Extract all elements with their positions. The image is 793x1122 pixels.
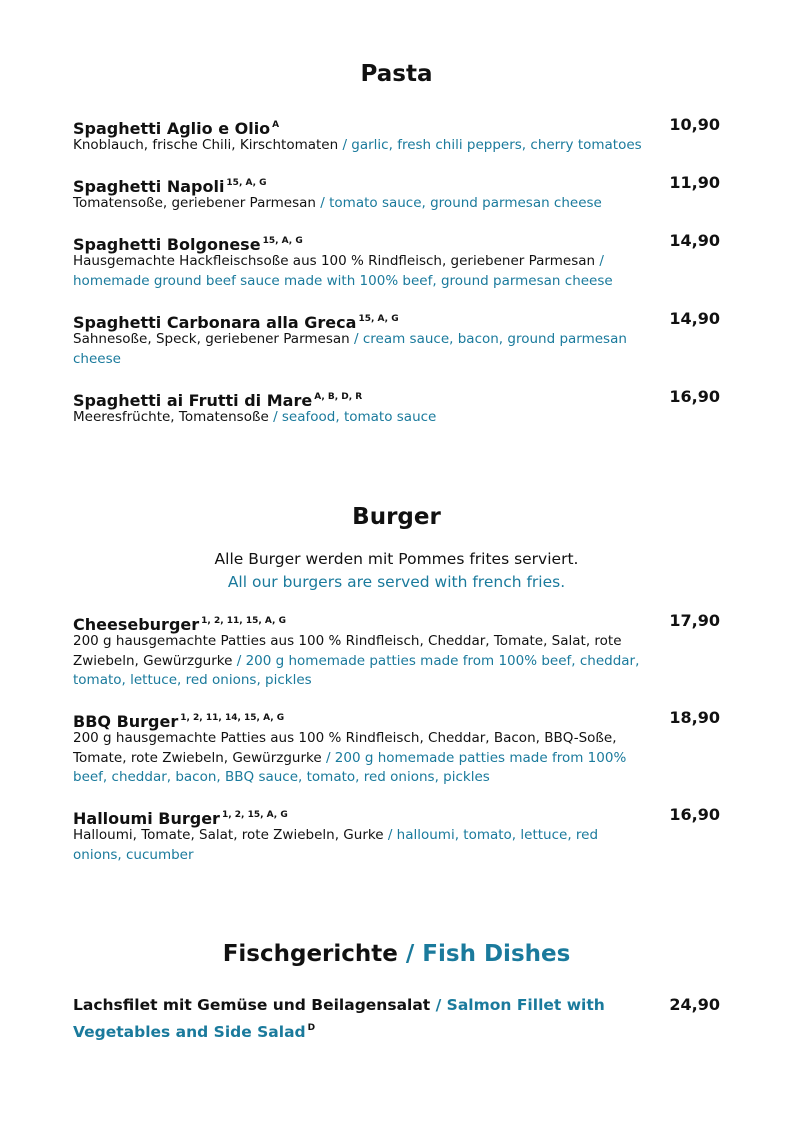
allergen-codes: D [307,1023,316,1033]
item-name: Spaghetti Bolgonese $^{15, A, G}$ [73,235,303,254]
item-price: 17,90 [669,611,720,630]
item-name: Cheeseburger $^{1, 2, 11, 15, A, G}$ [73,615,286,634]
item-description: 200 g hausgemachte Patties aus 100 % Rindfleisch, Cheddar, Bacon, BBQ-Soße, Tomate, rote Zwiebeln, Gewürzgurke / 200 g homemade patties made from 100% beef, cheddar, bacon, BBQ sauce, tomato, red onions, pickles [73,730,627,785]
menu-item-spaghetti-aglio-e-olio [73,114,723,156]
item-description: 200 g hausgemachte Patties aus 100 % Rindfleisch, Cheddar, Tomate, Salat, rote Zwiebeln, Gewürzgurke / 200 g homemade patties made from 100% beef, cheddar, tomato, lettuce, red onions, pickles [73,633,640,688]
item-price: 24,90 [669,995,720,1014]
menu-item-bbq-burger [73,707,723,788]
item-price: 11,90 [669,173,720,192]
allergen-codes: 15, A, G [262,236,303,246]
menu-item-spaghetti-napoli [73,172,723,214]
menu-item-spaghetti-carbonara [73,308,723,369]
item-description: Halloumi, Tomate, Salat, rote Zwiebeln, Gurke / halloumi, tomato, lettuce, red onions, cucumber [73,827,599,863]
menu-item-halloumi-burger [73,804,723,865]
item-name: BBQ Burger $^{1, 2, 11, 14, 15, A, G}$ [73,712,285,731]
item-name: Spaghetti Aglio e Olio $^A$ [73,119,280,138]
item-description: Tomatensoße, geriebener Parmesan / tomato sauce, ground parmesan cheese [73,195,602,211]
burger-intro-de: Alle Burger werden mit Pommes frites serviert. [214,550,579,568]
item-description: Sahnesoße, Speck, geriebener Parmesan / cream sauce, bacon, ground parmesan cheese [73,331,627,367]
item-name: Halloumi Burger $^{1, 2, 15, A, G}$ [73,809,288,828]
item-name: Spaghetti Napoli $^{15, A, G}$ [73,177,267,196]
pasta-section-title: Pasta [360,61,433,87]
menu-item-lachsfilet [73,994,723,1044]
item-price: 18,90 [669,708,720,727]
item-price: 16,90 [669,387,720,406]
item-price: 16,90 [669,805,720,824]
allergen-codes: 15, A, G [358,314,399,324]
menu-item-spaghetti-frutti-di-mare [73,386,723,428]
allergen-codes: A, B, D, R [314,392,363,402]
menu-item-spaghetti-bolgonese [73,230,723,291]
allergen-codes: A [272,120,280,130]
menu-item-cheeseburger [73,610,723,691]
item-price: 10,90 [669,115,720,134]
item-name: Spaghetti Carbonara alla Greca $^{15, A, G}$ [73,313,399,332]
item-price: 14,90 [669,231,720,250]
allergen-codes: 1, 2, 15, A, G [221,810,288,820]
burger-section-title: Burger [352,504,441,530]
allergen-codes: 1, 2, 11, 14, 15, A, G [180,713,285,723]
item-name: Spaghetti ai Frutti di Mare $^{A, B, D, R}$ [73,391,363,410]
item-description: Knoblauch, frische Chili, Kirschtomaten / garlic, fresh chili peppers, cherry tomatoes [73,137,642,153]
item-description: Hausgemachte Hackfleischsoße aus 100 % Rindfleisch, geriebener Parmesan / homemade ground beef sauce made with 100% beef, ground parmesan cheese [73,253,613,289]
fish-section-title: Fischgerichte / Fish Dishes [222,941,571,967]
allergen-codes: 1, 2, 11, 15, A, G [201,616,286,626]
item-name: Lachsfilet mit Gemüse und Beilagensalat / Salmon Fillet with Vegetables and Side Salad $^D$ [73,996,605,1041]
allergen-codes: 15, A, G [226,178,267,188]
item-description: Meeresfrüchte, Tomatensoße / seafood, tomato sauce [73,409,437,425]
burger-intro-en: All our burgers are served with french fries. [227,573,566,591]
item-price: 14,90 [669,309,720,328]
